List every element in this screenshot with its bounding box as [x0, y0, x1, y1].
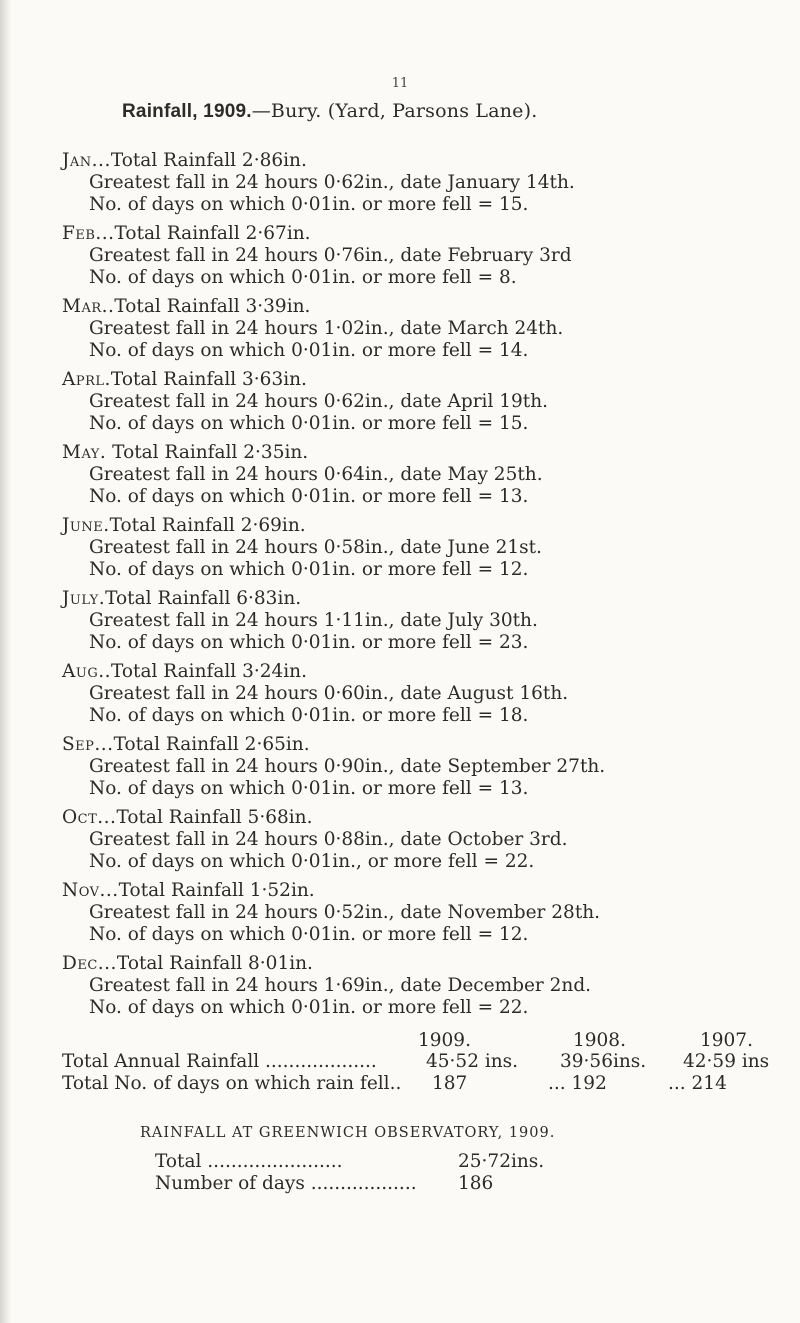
month-block-oct: [62, 807, 567, 872]
days-count: No. of days on which 0·01in. or more fell = 12.: [89, 558, 529, 580]
month-block-apr: [62, 369, 548, 434]
greenwich-value: 25·72ins.: [458, 1151, 545, 1172]
month-abbr: June.: [62, 515, 110, 536]
year-1907: 1907.: [700, 1030, 753, 1051]
month-block-jan: [62, 150, 575, 215]
page-binding-edge: [0, 0, 12, 1323]
days-count: No. of days on which 0·01in. or more fell = 15.: [89, 412, 529, 434]
summary-row-annual-rainfall: [0, 1051, 800, 1073]
days-count: No. of days on which 0·01in. or more fell = 18.: [89, 704, 529, 726]
greatest-fall: Greatest fall in 24 hours 0·64in., date May 25th.: [89, 463, 543, 485]
value-1907: 42·59 ins: [683, 1051, 770, 1072]
greatest-fall: Greatest fall in 24 hours 0·52in., date November 28th.: [89, 901, 601, 923]
days-count: No. of days on which 0·01in., or more fell = 22.: [89, 850, 535, 872]
month-block-jul: [62, 588, 538, 653]
month-block-feb: [62, 223, 572, 288]
month-abbr: Dec...: [62, 953, 117, 974]
greatest-fall: Greatest fall in 24 hours 0·88in., date October 3rd.: [89, 828, 568, 850]
month-abbr: Aug..: [62, 661, 111, 682]
days-count: No. of days on which 0·01in. or more fell = 22.: [89, 996, 529, 1018]
month-block-mar: [62, 296, 563, 361]
month-abbr: July.: [62, 588, 106, 609]
title-bold: Rainfall, 1909.: [122, 101, 252, 122]
greenwich-heading: RAINFALL AT GREENWICH OBSERVATORY, 1909.: [140, 1125, 556, 1141]
days-count: No. of days on which 0·01in. or more fell = 23.: [89, 631, 529, 653]
month-block-sep: [62, 734, 605, 799]
greenwich-row-days: [155, 1173, 655, 1195]
month-abbr: Jan...: [62, 150, 111, 171]
value-1907: ... 214: [668, 1073, 727, 1094]
month-abbr: Oct...: [62, 807, 117, 828]
days-count: No. of days on which 0·01in. or more fell = 12.: [89, 923, 529, 945]
month-block-may: [62, 442, 543, 507]
total-rainfall: Total Rainfall 3·24in.: [110, 661, 307, 682]
total-rainfall: Total Rainfall 2·65in.: [113, 734, 310, 755]
greatest-fall: Greatest fall in 24 hours 0·60in., date August 16th.: [89, 682, 569, 704]
days-count: No. of days on which 0·01in. or more fell = 13.: [89, 485, 529, 507]
value-1909: 45·52 ins.: [426, 1051, 519, 1072]
summary-row-rain-days: [0, 1073, 800, 1095]
greatest-fall: Greatest fall in 24 hours 1·02in., date March 24th.: [89, 317, 564, 339]
month-abbr: Mar..: [62, 296, 115, 317]
value-1909: 187: [432, 1073, 468, 1094]
greatest-fall: Greatest fall in 24 hours 0·90in., date September 27th.: [89, 755, 606, 777]
days-count: No. of days on which 0·01in. or more fell = 8.: [89, 266, 517, 288]
total-rainfall: Total Rainfall 1·52in.: [118, 880, 315, 901]
page-title: [122, 100, 537, 123]
total-rainfall: Total Rainfall 8·01in.: [116, 953, 313, 974]
month-abbr: Aprl.: [62, 369, 111, 390]
month-abbr: Feb...: [62, 223, 115, 244]
year-1908: 1908.: [573, 1030, 626, 1051]
greenwich-label: Number of days ..................: [155, 1173, 417, 1194]
total-rainfall: Total Rainfall 2·35in.: [106, 442, 309, 463]
greatest-fall: Greatest fall in 24 hours 0·62in., date January 14th.: [89, 171, 575, 193]
value-1908: 39·56ins.: [560, 1051, 647, 1072]
greenwich-value: 186: [458, 1173, 494, 1194]
greatest-fall: Greatest fall in 24 hours 1·11in., date July 30th.: [89, 609, 538, 631]
total-rainfall: Total Rainfall 3·39in.: [114, 296, 311, 317]
total-rainfall: Total Rainfall 3·63in.: [110, 369, 307, 390]
total-rainfall: Total Rainfall 2·69in.: [109, 515, 306, 536]
page-number: 11: [391, 76, 409, 91]
summary-year-header: [0, 1030, 800, 1052]
greatest-fall: Greatest fall in 24 hours 0·62in., date April 19th.: [89, 390, 549, 412]
summary-label: Total Annual Rainfall ...................: [62, 1051, 377, 1072]
value-1908: ... 192: [548, 1073, 607, 1094]
days-count: No. of days on which 0·01in. or more fell = 15.: [89, 193, 529, 215]
month-abbr: Nov...: [62, 880, 119, 901]
greenwich-row-total: [155, 1151, 655, 1173]
greatest-fall: Greatest fall in 24 hours 0·58in., date June 21st.: [89, 536, 542, 558]
greatest-fall: Greatest fall in 24 hours 1·69in., date December 2nd.: [89, 974, 592, 996]
greenwich-label: Total .......................: [155, 1151, 343, 1172]
month-block-jun: [62, 515, 542, 580]
month-block-aug: [62, 661, 568, 726]
year-1909: 1909.: [418, 1030, 471, 1051]
month-block-nov: [62, 880, 600, 945]
days-count: No. of days on which 0·01in. or more fell = 14.: [89, 339, 529, 361]
month-abbr: May.: [62, 442, 107, 463]
summary-label: Total No. of days on which rain fell..: [62, 1073, 402, 1094]
greatest-fall: Greatest fall in 24 hours 0·76in., date February 3rd: [89, 244, 572, 266]
title-location: —Bury. (Yard, Parsons Lane).: [251, 100, 538, 122]
total-rainfall: Total Rainfall 5·68in.: [116, 807, 313, 828]
total-rainfall: Total Rainfall 2·67in.: [114, 223, 311, 244]
total-rainfall: Total Rainfall 2·86in.: [110, 150, 307, 171]
month-block-dec: [62, 953, 591, 1018]
total-rainfall: Total Rainfall 6·83in.: [105, 588, 302, 609]
month-abbr: Sep...: [62, 734, 114, 755]
days-count: No. of days on which 0·01in. or more fell = 13.: [89, 777, 529, 799]
